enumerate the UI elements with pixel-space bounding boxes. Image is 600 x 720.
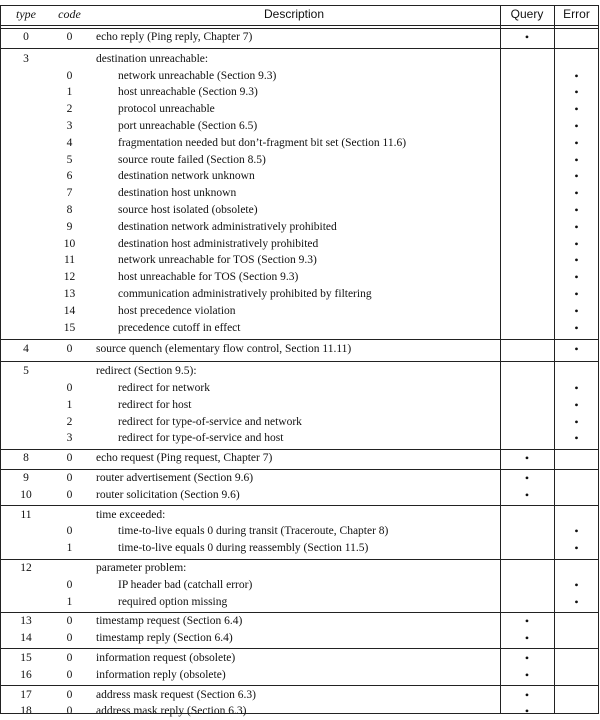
cell-type: 15: [20, 652, 32, 664]
cell-code: 5: [66, 153, 73, 166]
cell-description: time-to-live equals 0 during transit (Traceroute, Chapter 8): [118, 525, 389, 538]
table-row: [0, 303, 600, 320]
cell-code: 1: [66, 398, 73, 411]
cell-code: 0: [66, 69, 73, 82]
cell-type: 9: [23, 472, 29, 484]
table-row: [0, 380, 600, 397]
group-separator: [0, 559, 599, 560]
cell-code: 0: [66, 578, 73, 591]
cell-code: 0: [66, 525, 73, 538]
query-marker: •: [524, 451, 530, 466]
table-row: [0, 507, 600, 524]
cell-description: protocol unreachable: [118, 103, 215, 116]
table-row: [0, 667, 600, 684]
cell-code: 0: [66, 652, 73, 664]
table-row: [0, 51, 600, 68]
cell-code: 0: [66, 382, 73, 394]
cell-type: 11: [20, 508, 32, 521]
table-row: [0, 252, 600, 269]
cell-code: 0: [66, 343, 73, 356]
cell-description: source quench (elementary flow control, Section 11.11): [96, 343, 352, 356]
group-separator: [0, 361, 599, 362]
table-row: [0, 236, 600, 253]
table-row: [0, 68, 600, 85]
cell-description: destination unreachable:: [96, 52, 209, 65]
cell-description: router solicitation (Section 9.6): [96, 488, 240, 501]
error-marker: •: [574, 303, 579, 318]
table-row: [0, 84, 600, 101]
group-separator: [0, 648, 599, 649]
query-marker: •: [524, 704, 530, 719]
cell-code: 4: [66, 136, 73, 149]
query-column-rule: [500, 5, 501, 713]
cell-code: 0: [66, 615, 73, 628]
error-marker: •: [574, 219, 579, 234]
error-marker: •: [574, 68, 579, 83]
cell-description: timestamp request (Section 6.4): [96, 615, 243, 628]
cell-code: 0: [66, 488, 73, 501]
table-row: [0, 630, 600, 647]
error-marker: •: [574, 169, 579, 184]
table-row: [0, 219, 600, 236]
cell-type: 8: [23, 452, 29, 465]
cell-description: source host isolated (obsolete): [118, 204, 258, 216]
cell-description: timestamp reply (Section 6.4): [96, 632, 233, 645]
cell-description: redirect for host: [118, 398, 192, 411]
cell-description: address mask reply (Section 6.3): [96, 705, 247, 718]
cell-description: time-to-live equals 0 during reassembly (Section 11.5): [118, 542, 369, 555]
cell-description: redirect for type-of-service and network: [118, 415, 302, 428]
error-marker: •: [574, 135, 579, 150]
error-marker: •: [574, 203, 579, 217]
cell-description: precedence cutoff in effect: [118, 321, 241, 334]
table-row: [0, 523, 600, 540]
header-description: Description: [263, 7, 325, 21]
error-marker: •: [574, 102, 579, 117]
cell-code: 15: [63, 321, 76, 334]
cell-description: redirect for type-of-service and host: [118, 432, 284, 445]
cell-code: 1: [66, 86, 73, 99]
header-type: type: [16, 7, 36, 21]
cell-code: 10: [63, 237, 76, 250]
group-separator: [0, 505, 599, 506]
error-marker: •: [574, 236, 579, 251]
cell-description: echo request (Ping request, Chapter 7): [96, 452, 273, 465]
table-row: [0, 703, 600, 720]
query-marker: •: [524, 631, 530, 646]
cell-code: 0: [66, 688, 73, 701]
error-marker: •: [574, 414, 579, 429]
cell-description: address mask request (Section 6.3): [96, 688, 257, 701]
table-row: [0, 540, 600, 557]
table-row: [0, 29, 600, 46]
error-marker: •: [574, 397, 579, 412]
right-border: [598, 5, 599, 713]
cell-description: host precedence violation: [118, 304, 236, 317]
cell-description: echo reply (Ping reply, Chapter 7): [96, 31, 253, 43]
group-separator: [0, 685, 599, 686]
error-marker: •: [574, 594, 579, 609]
query-marker: •: [524, 30, 530, 44]
group-separator: [0, 339, 599, 340]
cell-code: 9: [66, 220, 73, 233]
table-row: [0, 202, 600, 219]
table-bottom-border: [0, 713, 599, 714]
left-border: [0, 5, 1, 713]
error-marker: •: [574, 431, 579, 446]
cell-code: 0: [66, 452, 73, 465]
table-row: [0, 397, 600, 414]
table-row: [0, 594, 600, 611]
cell-code: 11: [63, 254, 76, 267]
cell-description: source route failed (Section 8.5): [118, 153, 266, 166]
cell-type: 14: [20, 632, 32, 645]
cell-description: destination host unknown: [118, 187, 237, 200]
cell-type: 10: [20, 488, 32, 501]
table-top-border: [0, 5, 599, 6]
table-row: [0, 450, 600, 467]
query-marker: •: [524, 614, 530, 629]
header-query: Query: [510, 7, 544, 21]
cell-code: 0: [66, 472, 73, 484]
cell-description: redirect (Section 9.5):: [96, 365, 197, 378]
table-row: [0, 430, 600, 447]
table-row: [0, 650, 600, 667]
cell-description: router advertisement (Section 9.6): [96, 472, 254, 484]
table-row: [0, 152, 600, 169]
table-header-row: [0, 6, 600, 23]
group-separator: [0, 469, 599, 470]
cell-type: 4: [23, 343, 29, 356]
table-row: [0, 168, 600, 185]
cell-type: 17: [20, 688, 32, 701]
table-row: [0, 487, 600, 504]
cell-description: parameter problem:: [96, 562, 187, 574]
cell-code: 8: [66, 204, 73, 216]
cell-code: 0: [66, 668, 73, 681]
cell-description: port unreachable (Section 6.5): [118, 120, 258, 132]
cell-description: redirect for network: [118, 382, 210, 394]
table-row: [0, 687, 600, 704]
table-row: [0, 185, 600, 202]
cell-description: communication administratively prohibited by filtering: [118, 288, 372, 300]
error-marker: •: [574, 186, 579, 201]
query-marker: •: [524, 651, 530, 665]
cell-code: 0: [66, 31, 73, 43]
group-separator: [0, 48, 599, 49]
error-column-rule: [554, 5, 555, 713]
table-row: [0, 286, 600, 303]
cell-description: destination network unknown: [118, 170, 255, 183]
table-row: [0, 341, 600, 358]
table-row: [0, 135, 600, 152]
cell-code: 12: [63, 271, 76, 284]
error-marker: •: [574, 253, 579, 268]
error-marker: •: [574, 320, 579, 335]
cell-code: 13: [63, 288, 76, 300]
cell-code: 1: [66, 542, 73, 555]
error-marker: •: [574, 119, 579, 133]
error-marker: •: [574, 152, 579, 167]
cell-description: time exceeded:: [96, 508, 166, 521]
query-marker: •: [524, 471, 530, 485]
cell-code: 3: [66, 120, 73, 132]
cell-type: 0: [23, 31, 29, 43]
table-row: [0, 118, 600, 135]
cell-type: 13: [20, 615, 32, 628]
cell-description: host unreachable (Section 9.3): [118, 86, 258, 99]
table-row: [0, 470, 600, 487]
query-marker: •: [524, 687, 530, 702]
cell-code: 2: [66, 103, 73, 116]
group-separator: [0, 449, 599, 450]
cell-description: information reply (obsolete): [96, 668, 226, 681]
error-marker: •: [574, 577, 579, 592]
error-marker: •: [574, 270, 579, 285]
header-error: Error: [563, 7, 590, 21]
cell-description: host unreachable for TOS (Section 9.3): [118, 271, 299, 284]
group-separator: [0, 612, 599, 613]
cell-description: IP header bad (catchall error): [118, 578, 253, 591]
cell-type: 16: [20, 668, 32, 681]
table-row: [0, 560, 600, 577]
cell-code: 14: [63, 304, 76, 317]
cell-code: 0: [66, 705, 73, 718]
cell-type: 5: [23, 365, 29, 378]
cell-code: 6: [66, 170, 73, 183]
cell-description: network unreachable for TOS (Section 9.3): [118, 254, 317, 267]
cell-description: fragmentation needed but don’t-fragment bit set (Section 11.6): [118, 136, 407, 149]
table-row: [0, 577, 600, 594]
error-marker: •: [574, 524, 579, 539]
error-marker: •: [574, 541, 579, 556]
header-code: code: [58, 7, 81, 21]
cell-description: destination network administratively prohibited: [118, 220, 337, 233]
cell-type: 3: [23, 52, 29, 65]
cell-description: information request (obsolete): [96, 652, 236, 664]
cell-code: 2: [66, 415, 73, 428]
query-marker: •: [524, 487, 530, 502]
cell-description: destination host administratively prohibited: [118, 237, 319, 250]
cell-description: required option missing: [118, 595, 228, 608]
cell-type: 12: [20, 562, 32, 574]
cell-code: 7: [66, 187, 73, 200]
table-row: [0, 613, 600, 630]
table-row: [0, 269, 600, 286]
header-separator: [0, 25, 599, 29]
cell-code: 3: [66, 432, 73, 445]
cell-description: network unreachable (Section 9.3): [118, 69, 277, 82]
table-row: [0, 320, 600, 337]
error-marker: •: [574, 287, 579, 301]
table-row: [0, 363, 600, 380]
error-marker: •: [574, 85, 579, 100]
cell-code: 0: [66, 632, 73, 645]
table-row: [0, 414, 600, 431]
error-marker: •: [574, 381, 579, 395]
cell-type: 18: [20, 705, 32, 718]
error-marker: •: [574, 342, 579, 357]
table-row: [0, 101, 600, 118]
query-marker: •: [524, 667, 530, 682]
cell-code: 1: [66, 595, 73, 608]
